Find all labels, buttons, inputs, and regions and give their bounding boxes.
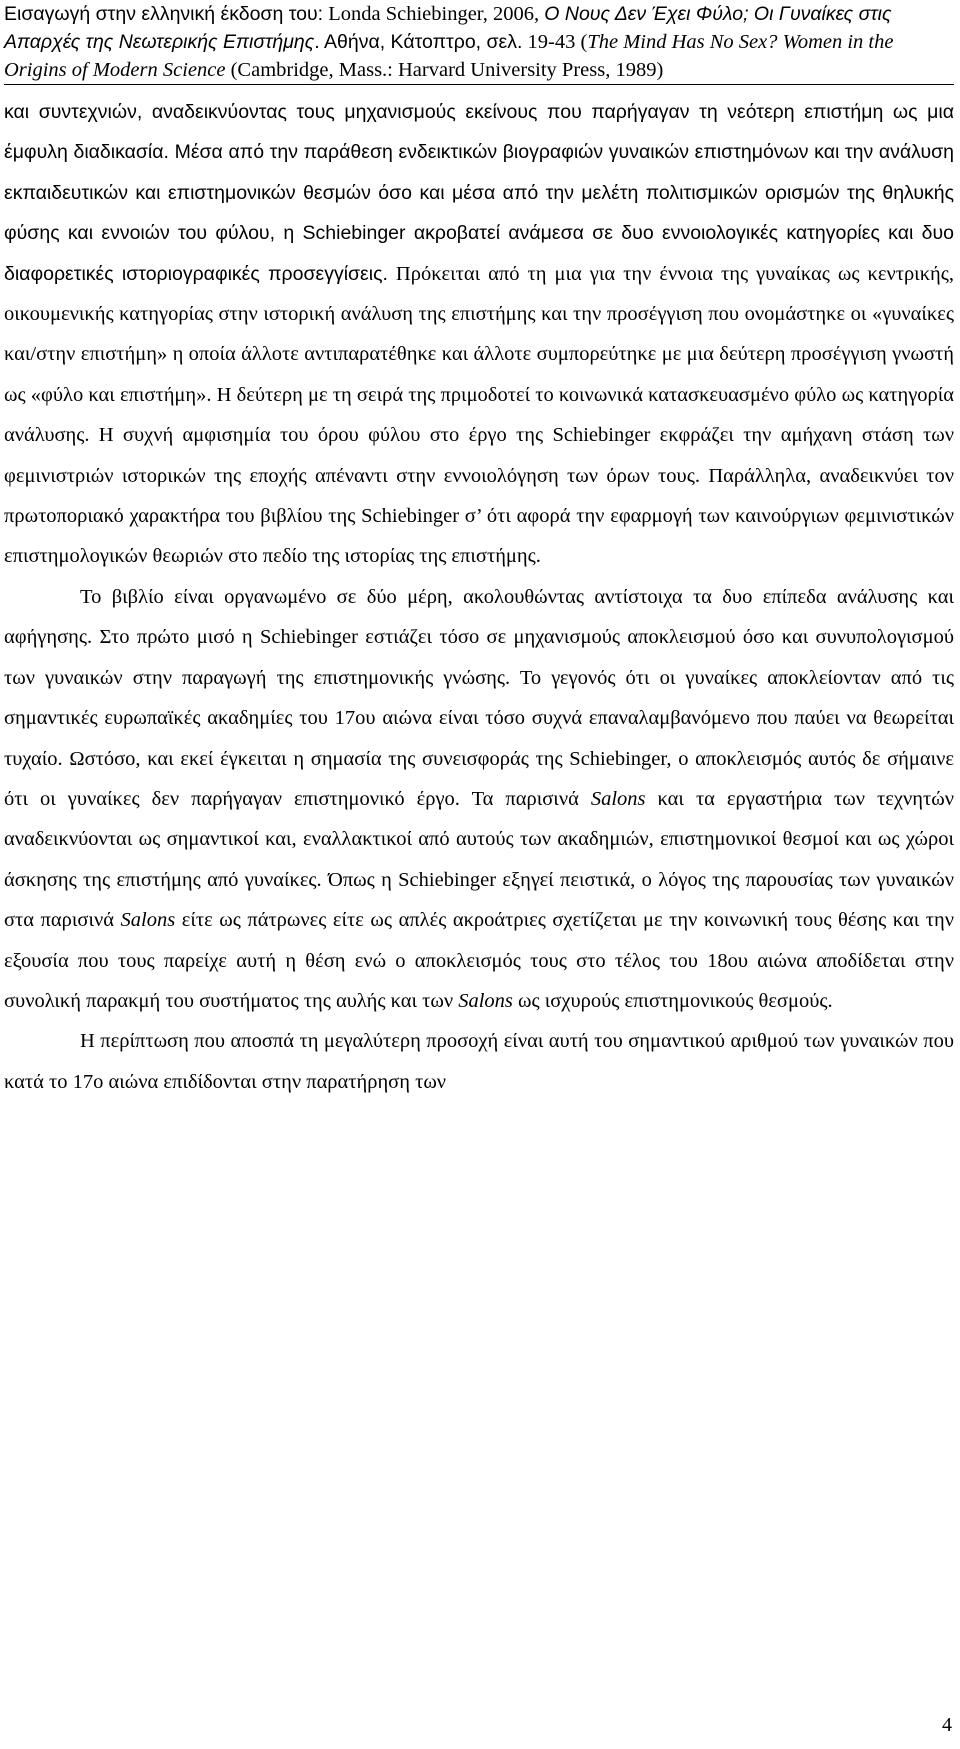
paragraph-2-part-h: είτε ως πάτρωνες είτε ως απλές ακροάτριες σχετίζεται με την κοινωνική τους θέσης και την εξουσία που τους παρείχε αυτή η θέση ενώ ο αποκλεισμός τους στο τέλος του 18ου αιώνα αποδίδεται στην συνολική παρακμή του συστήματος της αυλής και των xyxy=(4,909,954,1012)
paragraph-2-part-g: Όπως η Schiebinger εξηγεί πειστικά, ο λόγος της παρουσίας των γυναικών στα παρισινά xyxy=(4,868,954,932)
paragraph-2-part-a: Το βιβλίο είναι οργανωμένο σε δύο μέρη, ακολουθώντας αντίστοιχα τα δυο επίπεδα ανάλυσης και αφήγησης. xyxy=(4,585,954,649)
paragraph-2-part-e: Τα παρισινά xyxy=(459,787,591,810)
header-author: Londa Schiebinger, 2006, xyxy=(323,3,545,25)
salons-term: Salons xyxy=(590,787,646,810)
paragraph-3: Η περίπτωση που αποσπά τη μεγαλύτερη προσοχή είναι αυτή του σημαντικού αριθμού των γυναικών που κατά το 17ο αιώνα επιδίδονται στην παρατήρηση των xyxy=(4,1030,954,1093)
paragraph-2-part-d: Ωστόσο, και εκεί έγκειται η σημασία της συνεισφοράς της Schiebinger, ο αποκλεισμός αυτός δε σήμαινε ότι οι γυναίκες δεν παρήγαγαν επιστημονικό έργο. xyxy=(4,747,954,810)
header-original-title: The Mind Has No Sex? Women in the Origins of Modern Science xyxy=(4,31,894,81)
page-number: 4 xyxy=(942,1714,952,1736)
header-intro: Εισαγωγή στην ελληνική έκδοση του: xyxy=(4,3,324,25)
salons-term: Salons xyxy=(120,909,176,932)
header-original-publisher: (Cambridge, Mass.: Harvard University Press, 1989) xyxy=(225,59,664,81)
citation-header xyxy=(4,0,954,84)
paragraph-1-part-c: Παράλληλα, αναδεικνύει τον πρωτοποριακό χαρακτήρα του βιβλίου της Schiebinger σ’ ότι αφορά την εφαρμογή των καινούργιων φεμινιστικών επιστημολογικών θεωριών στο πεδίο της ιστορίας της επιστήμης. xyxy=(4,464,955,568)
paragraph-2-part-b: Στο πρώτο μισό η Schiebinger εστιάζει τόσο σε μηχανισμούς αποκλεισμού όσο και συνυπολογισμού των γυναικών στην παραγωγή της επιστημονικής γνώσης. xyxy=(4,626,954,689)
salons-term: Salons xyxy=(458,989,513,1012)
paragraph-2 xyxy=(4,577,954,1021)
body-text xyxy=(4,92,954,1102)
header-greek-title: Ο Νους Δεν Έχει Φύλο; Οι Γυναίκες στις Απαρχές της Νεωτερικής Επιστήμης xyxy=(4,3,892,53)
header-divider xyxy=(4,84,954,85)
paragraph-1-part-a: Πρόκειται από τη μια για την έννοια της γυναίκας ως κεντρικής, οικουμενικής κατηγορίας στην ιστορική ανάλυση της επιστήμης και την προσέγγιση που ονομάστηκε οι «γυναίκες και/στην επιστήμη» η οποία άλλοτε αντιπαρατέθηκε και άλλοτε συμπορεύτηκε με μια δεύτερη προσέγγιση γνωστή ως «φύλο και επιστήμη». Η δεύτερη με τη σειρά της πριμοδοτεί το κοινωνικά κατασκευασμένο φύλο ως κατηγορία ανάλυσης. xyxy=(4,262,954,447)
paragraph-1-part-b: Η συχνή αμφισημία του όρου φύλου στο έργο της Schiebinger εκφράζει την αμήχανη στάση των φεμινιστριών ιστορικών της εποχής απέναντι στην εννοιολόγηση των όρων τους. xyxy=(4,424,954,487)
paragraph-1-opening: και συντεχνιών, αναδεικνύοντας τους μηχανισμούς εκείνους που παρήγαγαν τη νεότερη επιστήμη ως μια έμφυλη διαδικασία. Μέσα από την παράθεση ενδεικτικών βιογραφιών γυναικών επιστημόνων και την ανάλυση εκπαιδευτικών και επιστημονικών θεσμών όσο και μέσα από την μελέτη πολιτισμικών ορισμών της θηλυκής φύσης και εννοιών του φύλου, η Schiebinger ακροβατεί ανάμεσα σε δυο εννοιολογικές κατηγορίες και δυο διαφορετικές ιστοριογραφικές προσεγγίσεις. xyxy=(4,101,954,285)
header-pages: 19-43 ( xyxy=(522,31,588,53)
paragraph-2-part-c: Το γεγονός ότι οι γυναίκες αποκλείονταν από τις σημαντικές ευρωπαϊκές ακαδημίες του 17ου αιώνα είναι τόσο συχνά επαναλαμβανόμενο που παύει να θεωρείται τυχαίο. xyxy=(4,666,955,770)
paragraph-2-part-f: και τα εργαστήρια των τεχνητών αναδεικνύονται ως σημαντικοί και, εναλλακτικοί από αυτούς των ακαδημιών, επιστημονικοί θεσμοί και ως χώροι άσκησης της επιστήμης από γυναίκες. xyxy=(4,787,954,891)
paragraph-2-part-i: ως ισχυρούς επιστημονικούς θεσμούς. xyxy=(512,989,833,1012)
header-publisher: . Αθήνα, Κάτοπτρο, σελ. xyxy=(314,31,523,53)
paragraph-1 xyxy=(4,92,954,577)
